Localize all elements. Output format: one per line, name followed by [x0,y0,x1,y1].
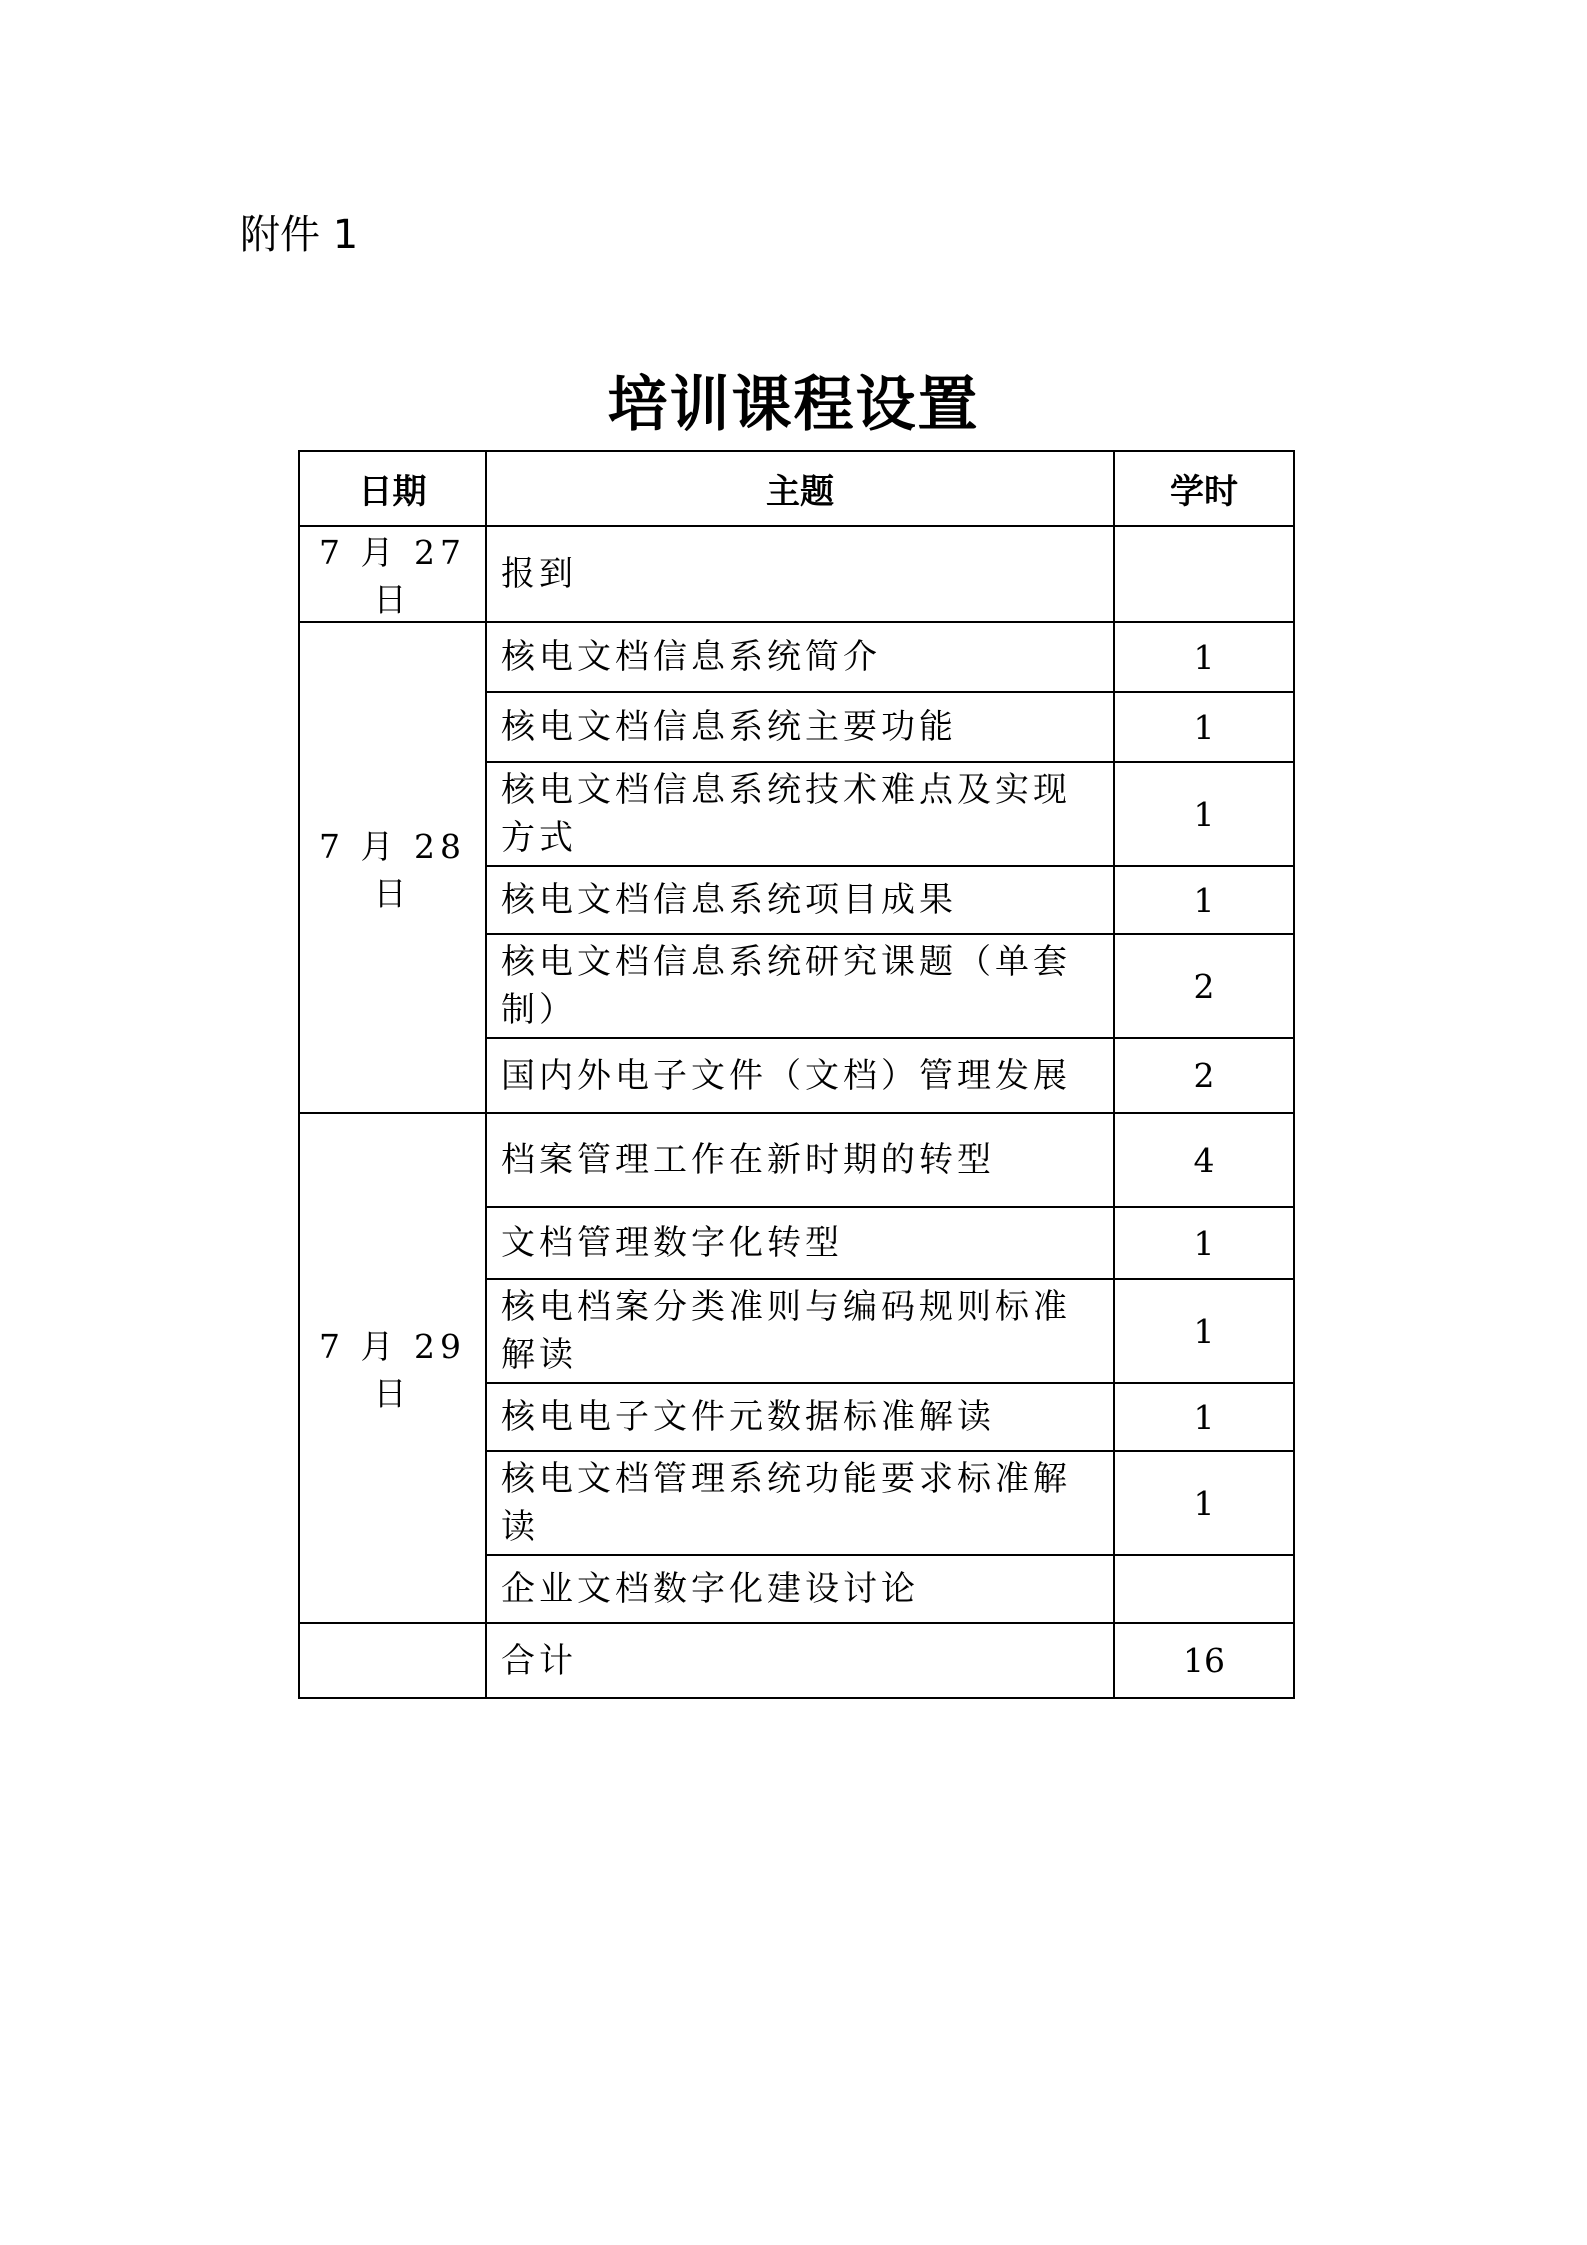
total-hours-cell: 16 [1114,1623,1294,1698]
topic-cell: 核电文档信息系统研究课题（单套制） [486,934,1114,1038]
hours-cell: 4 [1114,1113,1294,1207]
topic-cell: 核电电子文件元数据标准解读 [486,1383,1114,1451]
topic-cell: 文档管理数字化转型 [486,1207,1114,1279]
topic-cell: 核电文档信息系统技术难点及实现方式 [486,762,1114,866]
header-topic: 主题 [486,451,1114,526]
date-cell: 7 月 27 日 [299,526,486,622]
topic-cell: 报到 [486,526,1114,622]
hours-cell: 1 [1114,622,1294,692]
hours-cell: 1 [1114,866,1294,934]
date-cell: 7 月 28 日 [299,622,486,1113]
table-row [299,526,1294,622]
topic-cell: 核电文档管理系统功能要求标准解读 [486,1451,1114,1555]
hours-cell: 1 [1114,1207,1294,1279]
hours-cell: 1 [1114,1451,1294,1555]
hours-cell: 2 [1114,1038,1294,1113]
topic-cell: 核电文档信息系统项目成果 [486,866,1114,934]
header-date: 日期 [299,451,486,526]
hours-cell: 1 [1114,762,1294,866]
hours-cell [1114,1555,1294,1623]
hours-cell: 1 [1114,1279,1294,1383]
table-row [299,622,1294,692]
table-row [299,1113,1294,1207]
topic-cell: 核电文档信息系统主要功能 [486,692,1114,762]
hours-cell: 2 [1114,934,1294,1038]
total-date-cell [299,1623,486,1698]
course-schedule-table [298,450,1295,1699]
date-cell: 7 月 29 日 [299,1113,486,1623]
document-title: 培训课程设置 [607,370,980,440]
header-hours: 学时 [1114,451,1294,526]
hours-cell [1114,526,1294,622]
table-header-row [299,451,1294,526]
hours-cell: 1 [1114,1383,1294,1451]
topic-cell: 国内外电子文件（文档）管理发展 [486,1038,1114,1113]
total-row [299,1623,1294,1698]
topic-cell: 档案管理工作在新时期的转型 [486,1113,1114,1207]
attachment-label: 附件 1 [240,212,359,258]
hours-cell: 1 [1114,692,1294,762]
topic-cell: 核电档案分类准则与编码规则标准解读 [486,1279,1114,1383]
topic-cell: 核电文档信息系统简介 [486,622,1114,692]
total-label-cell: 合计 [486,1623,1114,1698]
topic-cell: 企业文档数字化建设讨论 [486,1555,1114,1623]
